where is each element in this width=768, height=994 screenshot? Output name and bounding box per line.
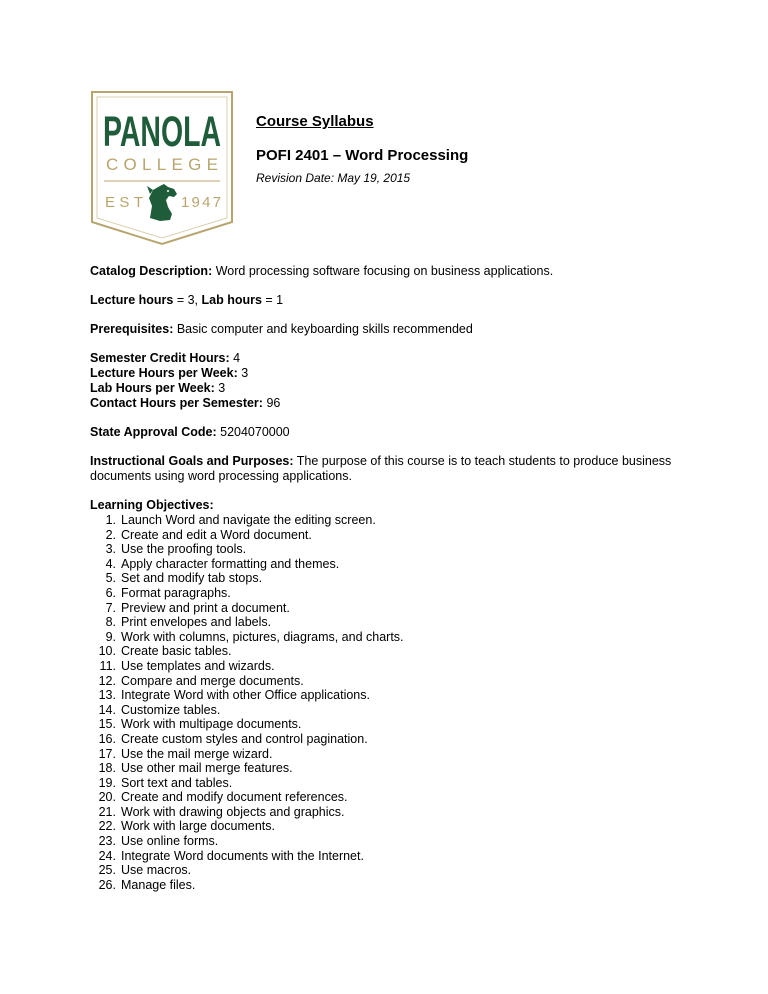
objective-number: 4. — [105, 556, 116, 571]
objective-item — [90, 703, 710, 718]
prerequisites-label: Prerequisites: — [90, 322, 174, 336]
objective-item — [90, 659, 710, 674]
objective-text: Manage files. — [121, 877, 196, 892]
objective-number: 18. — [98, 761, 116, 776]
lecture-hours-value: = 3, — [173, 293, 202, 307]
credit-value: 3 — [237, 366, 249, 380]
objective-number: 24. — [98, 848, 116, 863]
objective-number: 11. — [99, 658, 116, 673]
objective-item — [90, 571, 710, 586]
objective-number: 7. — [105, 600, 116, 615]
prerequisites-text: Basic computer and keyboarding skills recommended — [173, 322, 473, 336]
instructional-goals — [90, 454, 710, 484]
objective-number: 14. — [98, 702, 116, 717]
logo-year: 1947 — [181, 194, 221, 211]
goals-text: The purpose of this course is to teach students to produce business documents using word processing applications. — [90, 454, 672, 483]
catalog-text: Word processing software focusing on business applications. — [212, 264, 554, 278]
objective-text: Work with large documents. — [121, 819, 275, 834]
objective-number: 5. — [105, 571, 116, 586]
objective-item — [90, 805, 710, 820]
objective-item — [90, 528, 710, 543]
objective-number: 9. — [105, 629, 116, 644]
objective-text: Integrate Word with other Office applications. — [121, 688, 370, 703]
objective-number: 13. — [98, 688, 116, 703]
revision-date: Revision Date: May 19, 2015 — [256, 171, 411, 185]
objective-number: 19. — [98, 775, 116, 790]
credit-row — [90, 351, 710, 366]
objective-text: Work with multipage documents. — [121, 717, 302, 732]
credit-hours-block — [90, 351, 710, 411]
objective-text: Set and modify tab stops. — [121, 571, 263, 586]
state-code-label: State Approval Code: — [90, 425, 217, 439]
credit-value: 3 — [214, 381, 226, 395]
objective-text: Use online forms. — [121, 834, 219, 849]
objective-item — [90, 586, 710, 601]
credit-label: Lecture Hours per Week: — [90, 366, 238, 380]
objective-number: 3. — [105, 542, 116, 557]
credit-value: 96 — [262, 396, 281, 410]
objective-number: 21. — [98, 804, 116, 819]
objective-text: Customize tables. — [121, 702, 221, 717]
objective-item — [90, 644, 710, 659]
lab-hours-value: = 1 — [261, 293, 284, 307]
logo-est: EST — [105, 194, 143, 211]
objective-number: 15. — [98, 717, 116, 732]
logo-name-line1: PANOLA — [103, 108, 221, 156]
syllabus-body — [90, 264, 710, 892]
catalog-description — [90, 264, 710, 279]
objective-text: Create basic tables. — [121, 644, 232, 659]
objective-number: 10. — [98, 644, 116, 659]
objective-text: Launch Word and navigate the editing screen. — [121, 513, 376, 527]
objective-item — [90, 849, 710, 864]
objective-text: Create and edit a Word document. — [121, 527, 312, 542]
objectives-label: Learning Objectives: — [90, 498, 214, 512]
objective-item — [90, 513, 710, 528]
objective-number: 26. — [98, 877, 116, 892]
objective-item — [90, 747, 710, 762]
prerequisites — [90, 322, 710, 337]
logo-name-line2: COLLEGE — [106, 155, 218, 174]
learning-objectives — [90, 498, 710, 892]
credit-row — [90, 396, 710, 411]
objective-text: Use templates and wizards. — [121, 658, 275, 673]
credit-label: Lab Hours per Week: — [90, 381, 215, 395]
objective-text: Format paragraphs. — [121, 585, 231, 600]
objectives-list — [90, 513, 710, 892]
objective-text: Preview and print a document. — [121, 600, 290, 615]
objective-text: Compare and merge documents. — [121, 673, 304, 688]
objective-text: Use other mail merge features. — [121, 761, 293, 776]
objective-item — [90, 717, 710, 732]
objective-item — [90, 542, 710, 557]
objective-number: 1. — [105, 513, 116, 527]
credit-row — [90, 366, 710, 381]
objective-item — [90, 761, 710, 776]
objective-item — [90, 688, 710, 703]
objective-item — [90, 557, 710, 572]
state-approval-code — [90, 425, 710, 440]
state-code-value: 5204070000 — [216, 425, 290, 439]
lab-hours-label: Lab hours — [201, 293, 262, 307]
objective-number: 20. — [98, 790, 116, 805]
objective-text: Work with columns, pictures, diagrams, and charts. — [121, 629, 404, 644]
objective-number: 16. — [98, 731, 116, 746]
objective-item — [90, 878, 710, 893]
document-title: Course Syllabus — [256, 113, 374, 130]
objective-item — [90, 732, 710, 747]
objective-number: 25. — [98, 863, 116, 878]
objective-item — [90, 776, 710, 791]
objective-item — [90, 790, 710, 805]
objective-number: 23. — [98, 834, 116, 849]
objective-text: Use macros. — [121, 863, 192, 878]
objective-number: 22. — [98, 819, 116, 834]
credit-row — [90, 381, 710, 396]
hours-line — [90, 293, 710, 308]
objective-item — [90, 615, 710, 630]
catalog-label: Catalog Description: — [90, 264, 213, 278]
lecture-hours-label: Lecture hours — [90, 293, 174, 307]
objective-item — [90, 630, 710, 645]
objective-text: Print envelopes and labels. — [121, 615, 272, 630]
course-title: POFI 2401 – Word Processing — [256, 147, 469, 164]
objective-number: 2. — [105, 527, 116, 542]
credit-label: Contact Hours per Semester: — [90, 396, 263, 410]
objective-text: Create and modify document references. — [121, 790, 348, 805]
objective-text: Integrate Word documents with the Internet. — [121, 848, 364, 863]
objective-text: Create custom styles and control pagination. — [121, 731, 368, 746]
objective-number: 6. — [105, 585, 116, 600]
objective-item — [90, 834, 710, 849]
goals-label: Instructional Goals and Purposes: — [90, 454, 294, 468]
objective-text: Use the proofing tools. — [121, 542, 247, 557]
objective-number: 12. — [98, 673, 116, 688]
credit-label: Semester Credit Hours: — [90, 351, 230, 365]
objective-text: Sort text and tables. — [121, 775, 233, 790]
objective-item — [90, 601, 710, 616]
objective-text: Use the mail merge wizard. — [121, 746, 273, 761]
objective-item — [90, 674, 710, 689]
panola-college-logo — [90, 90, 234, 246]
credit-value: 4 — [229, 351, 241, 365]
objective-text: Apply character formatting and themes. — [121, 556, 340, 571]
objective-text: Work with drawing objects and graphics. — [121, 804, 345, 819]
objective-number: 8. — [105, 615, 116, 630]
header-block — [256, 113, 468, 186]
objective-item — [90, 863, 710, 878]
objective-item — [90, 819, 710, 834]
objective-number: 17. — [98, 746, 116, 761]
